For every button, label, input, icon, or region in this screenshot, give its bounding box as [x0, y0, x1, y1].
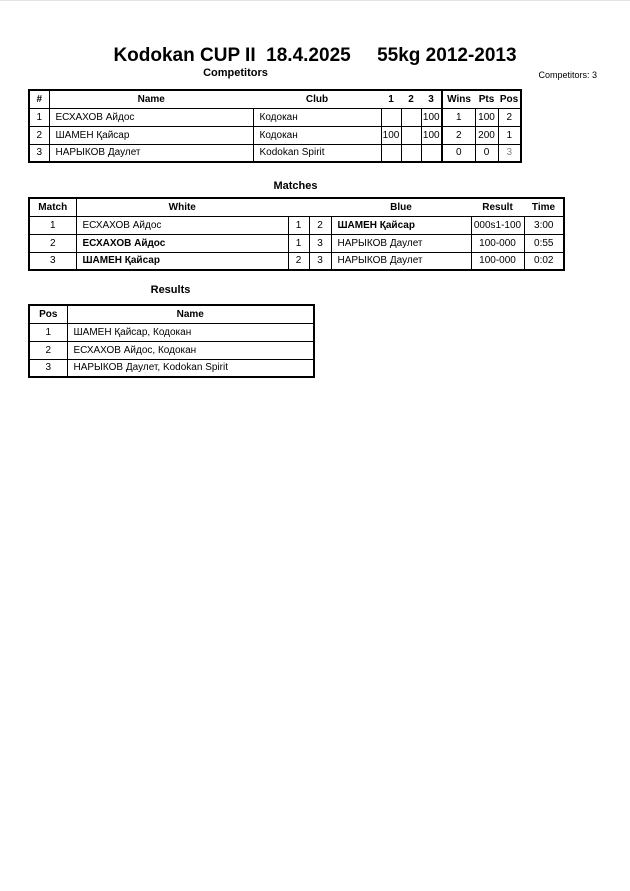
competitor-name: ЕСХАХОВ Айдос	[49, 108, 253, 126]
competitor-score-1	[381, 144, 401, 162]
competitor-pts: 200	[475, 126, 498, 144]
result-name: ЕСХАХОВ Айдос, Кодокан	[67, 341, 314, 359]
match-white-name: ЕСХАХОВ Айдос	[76, 216, 288, 234]
match-result: 100-000	[471, 234, 524, 252]
match-number: 3	[29, 252, 76, 270]
competitor-wins: 2	[442, 126, 475, 144]
results-section-heading: Results	[150, 284, 191, 296]
competitors-col-name: Name	[137, 93, 165, 105]
competitor-number: 1	[29, 108, 49, 126]
match-number: 2	[29, 234, 76, 252]
competitors-count-label: Competitors: 3	[538, 70, 597, 80]
competitor-score-1: 100	[381, 126, 401, 144]
competitor-score-3	[421, 144, 442, 162]
match-blue-name: ШАМЕН Қайсар	[331, 216, 471, 234]
page-title: Kodokan CUP II 18.4.2025 55kg 2012-2013	[113, 45, 517, 66]
match-blue-name: НАРЫКОВ Даулет	[331, 252, 471, 270]
competitor-score-2	[401, 126, 421, 144]
match-row	[29, 216, 564, 234]
match-row	[29, 234, 564, 252]
match-blue-seed: 3	[309, 234, 331, 252]
competitor-row	[29, 126, 521, 144]
matches-section-heading: Matches	[273, 180, 318, 192]
competitor-pos: 1	[498, 126, 521, 144]
matches-col-match: Match	[29, 198, 76, 216]
competitor-pos: 3	[498, 144, 521, 162]
competitor-club: Кодокан	[253, 126, 381, 144]
competitors-col-1: 1	[388, 93, 394, 105]
competitor-name: ШАМЕН Қайсар	[49, 126, 253, 144]
competitors-col-pts: Pts	[478, 93, 495, 105]
match-blue-seed: 2	[309, 216, 331, 234]
result-row	[29, 359, 314, 377]
matches-col-blue: Blue	[390, 201, 412, 213]
competitors-col-pos: Pos	[499, 93, 519, 105]
match-blue-name: НАРЫКОВ Даулет	[331, 234, 471, 252]
matches-col-time: Time	[531, 201, 556, 213]
result-pos: 3	[29, 359, 67, 377]
matches-col-blue-num	[309, 198, 331, 216]
match-time: 0:55	[524, 234, 564, 252]
competitor-wins: 0	[442, 144, 475, 162]
result-name: НАРЫКОВ Даулет, Kodokan Spirit	[67, 359, 314, 377]
competitors-table	[28, 89, 522, 163]
competitor-score-2	[401, 144, 421, 162]
competitors-col-wins: Wins	[442, 90, 475, 108]
competitor-score-2	[401, 108, 421, 126]
result-pos: 1	[29, 323, 67, 341]
competitors-col-club: Club	[305, 93, 329, 105]
matches-table	[28, 197, 565, 271]
competitor-pts: 0	[475, 144, 498, 162]
match-time: 3:00	[524, 216, 564, 234]
match-white-seed: 2	[288, 252, 309, 270]
competitor-name: НАРЫКОВ Даулет	[49, 144, 253, 162]
result-name: ШАМЕН Қайсар, Кодокан	[67, 323, 314, 341]
competitor-pos: 2	[498, 108, 521, 126]
competitor-row	[29, 144, 521, 162]
matches-col-white-num	[288, 198, 309, 216]
competitor-wins: 1	[442, 108, 475, 126]
results-col-name: Name	[176, 308, 204, 320]
match-row	[29, 252, 564, 270]
match-white-name: ШАМЕН Қайсар	[76, 252, 288, 270]
competitors-col-2: 2	[408, 93, 414, 105]
competitor-number: 2	[29, 126, 49, 144]
competitor-row	[29, 108, 521, 126]
results-table	[28, 304, 315, 378]
competitors-col-number: #	[29, 90, 49, 108]
competitor-club: Kodokan Spirit	[253, 144, 381, 162]
competitors-section-heading: Competitors	[203, 67, 268, 79]
competitor-score-3: 100	[421, 126, 442, 144]
competitor-club: Кодокан	[253, 108, 381, 126]
match-white-name: ЕСХАХОВ Айдос	[76, 234, 288, 252]
match-blue-seed: 3	[309, 252, 331, 270]
competitor-score-3: 100	[421, 108, 442, 126]
match-time: 0:02	[524, 252, 564, 270]
results-header-row	[29, 305, 314, 323]
match-white-seed: 1	[288, 216, 309, 234]
result-row	[29, 341, 314, 359]
result-pos: 2	[29, 341, 67, 359]
competitor-score-1	[381, 108, 401, 126]
competitor-pts: 100	[475, 108, 498, 126]
matches-col-white: White	[168, 201, 196, 213]
matches-header-row	[29, 198, 564, 216]
competitors-col-3: 3	[428, 93, 434, 105]
matches-col-result: Result	[482, 201, 513, 213]
match-number: 1	[29, 216, 76, 234]
result-row	[29, 323, 314, 341]
match-result: 100-000	[471, 252, 524, 270]
competitors-header-row	[29, 90, 521, 108]
match-result: 000s1-100	[471, 216, 524, 234]
match-white-seed: 1	[288, 234, 309, 252]
competitor-number: 3	[29, 144, 49, 162]
results-col-pos: Pos	[29, 305, 67, 323]
